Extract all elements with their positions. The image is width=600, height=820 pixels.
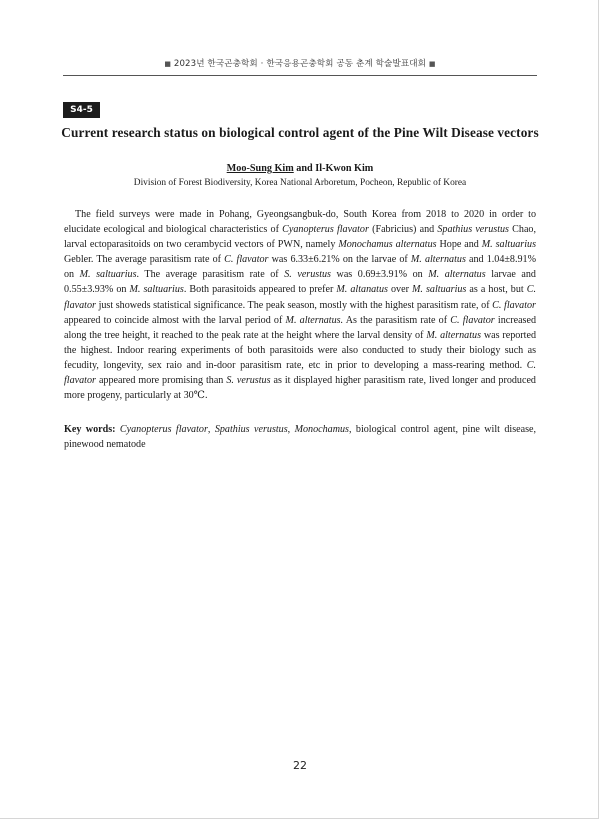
abstract-text-run: increased along the tree height, it reached to the peak rate at the height where the larval density of: [64, 314, 537, 341]
abstract-italic-term: Spathius verustus: [437, 224, 509, 236]
coauthor: Il-Kwon Kim: [315, 163, 374, 174]
abstract-italic-term: M. alternatus: [410, 254, 466, 266]
affiliation: Division of Forest Biodiversity, Korea National Arboretum, Pocheon, Republic of Korea: [133, 178, 467, 188]
abstract-italic-term: C. flavator: [492, 299, 536, 311]
abstract-text-run: was 0.69±3.91% on: [330, 269, 429, 281]
abstract-italic-term: M. altanatus: [336, 284, 388, 296]
header-rule: [63, 75, 537, 76]
abstract-italic-term: M. saltuarius: [481, 239, 536, 251]
abstract-text-run: was reported the highest. Indoor rearing experiments of both parasitoids were also conducted to study their biology such as fecudity, longevity, sex raio and in-door parasitism rate, etc in prior to developing a mass-rearing method.: [64, 329, 537, 371]
abstract-text-run: appeared more promising than: [95, 375, 227, 387]
abstract-italic-term: C. flavator: [224, 254, 269, 266]
abstract-text-run: Gebler. The average parasitism rate of: [64, 254, 225, 266]
abstract-italic-term: M. alternatus: [426, 329, 482, 341]
abstract-italic-term: M. alternatus: [428, 269, 486, 281]
abstract-body: [64, 207, 536, 403]
keyword-italic-term: Spathius verustus: [214, 424, 288, 435]
abstract-text-run: and 1.04±8.91% on: [64, 254, 536, 281]
author-connector: and: [293, 163, 316, 174]
paper-title: Current research status on biological control agent of the Pine Wilt Disease vectors: [61, 125, 539, 140]
abstract-text-run: larvae and 0.55±3.93% on: [64, 269, 536, 296]
abstract-text-run: as a host, but: [466, 284, 527, 296]
author-line: [0, 163, 600, 174]
abstract-text-run: just showeds statistical significance. The peak season, mostly with the highest parasitism rate, of: [95, 299, 493, 311]
abstract-italic-term: M. saltuarius: [412, 284, 467, 296]
abstract-text-run: . The average parasitism rate of: [136, 269, 285, 281]
abstract-text-run: The field surveys were made in Pohang, Gyeongsangbuk-do, South Korea from 2018 to 2020 in order to elucidate ecological and biological characteristics of: [64, 209, 536, 236]
abstract-italic-term: Cyanopterus flavator: [282, 224, 369, 236]
abstract-italic-term: Monochamus alternatus: [338, 239, 437, 251]
header-title: 2023년 한국곤충학회 · 한국응용곤충학회 공동 춘계 학술발표대회: [173, 59, 427, 69]
keywords-paragraph: [64, 422, 536, 452]
abstract-text-run: (Fabricius) and: [368, 224, 438, 236]
abstract-text-run: As the parasitism rate of: [343, 314, 451, 326]
keyword-italic-term: Cyanopterus flavator: [119, 424, 208, 435]
keywords-list: [64, 424, 536, 450]
abstract-italic-term: C. flavator: [64, 284, 537, 311]
abstract-italic-term: M. alternatus.: [285, 314, 344, 326]
abstract-text-run: over: [387, 284, 412, 296]
running-header: [0, 57, 600, 69]
abstract-italic-term: C. flavator: [64, 359, 536, 387]
abstract-text-run: appeared to coincide almost with the larval period of: [64, 314, 286, 326]
header-marker-right: ■: [428, 60, 436, 68]
keywords-label: Key words:: [64, 424, 116, 435]
abstract-italic-term: M. saltuarius: [129, 284, 184, 296]
abstract-text-run: as it displayed higher parasitism rate, lived longer and produced more progeny, particularly at 30℃.: [64, 375, 536, 402]
session-code-badge: S4-5: [63, 102, 100, 118]
abstract-text-run: Chao, larval ectoparasitoids on two cerambycid vectors of PWN, namely: [64, 224, 536, 251]
header-marker-left: ■: [164, 60, 172, 68]
keyword-text-run: ,: [287, 424, 295, 435]
abstract-text-run: Hope and: [436, 239, 482, 251]
presenting-author: Moo-Sung Kim: [226, 163, 294, 174]
keyword-text-run: ,: [207, 424, 215, 435]
abstract-italic-term: C. flavator: [450, 314, 495, 326]
abstract-italic-term: M. saltuarius: [79, 269, 137, 281]
keyword-text-run: , biological control agent, pine wilt disease, pinewood nematode: [64, 424, 537, 451]
abstract-italic-term: S. verustus: [284, 269, 331, 281]
abstract-text-run: . Both parasitoids appeared to prefer: [183, 284, 337, 296]
page-number: 22: [293, 759, 307, 772]
abstract-italic-term: S. verustus: [226, 375, 271, 387]
abstract-text-run: was 6.33±6.21% on the larvae of: [268, 254, 411, 266]
keyword-italic-term: Monochamus: [294, 424, 349, 435]
